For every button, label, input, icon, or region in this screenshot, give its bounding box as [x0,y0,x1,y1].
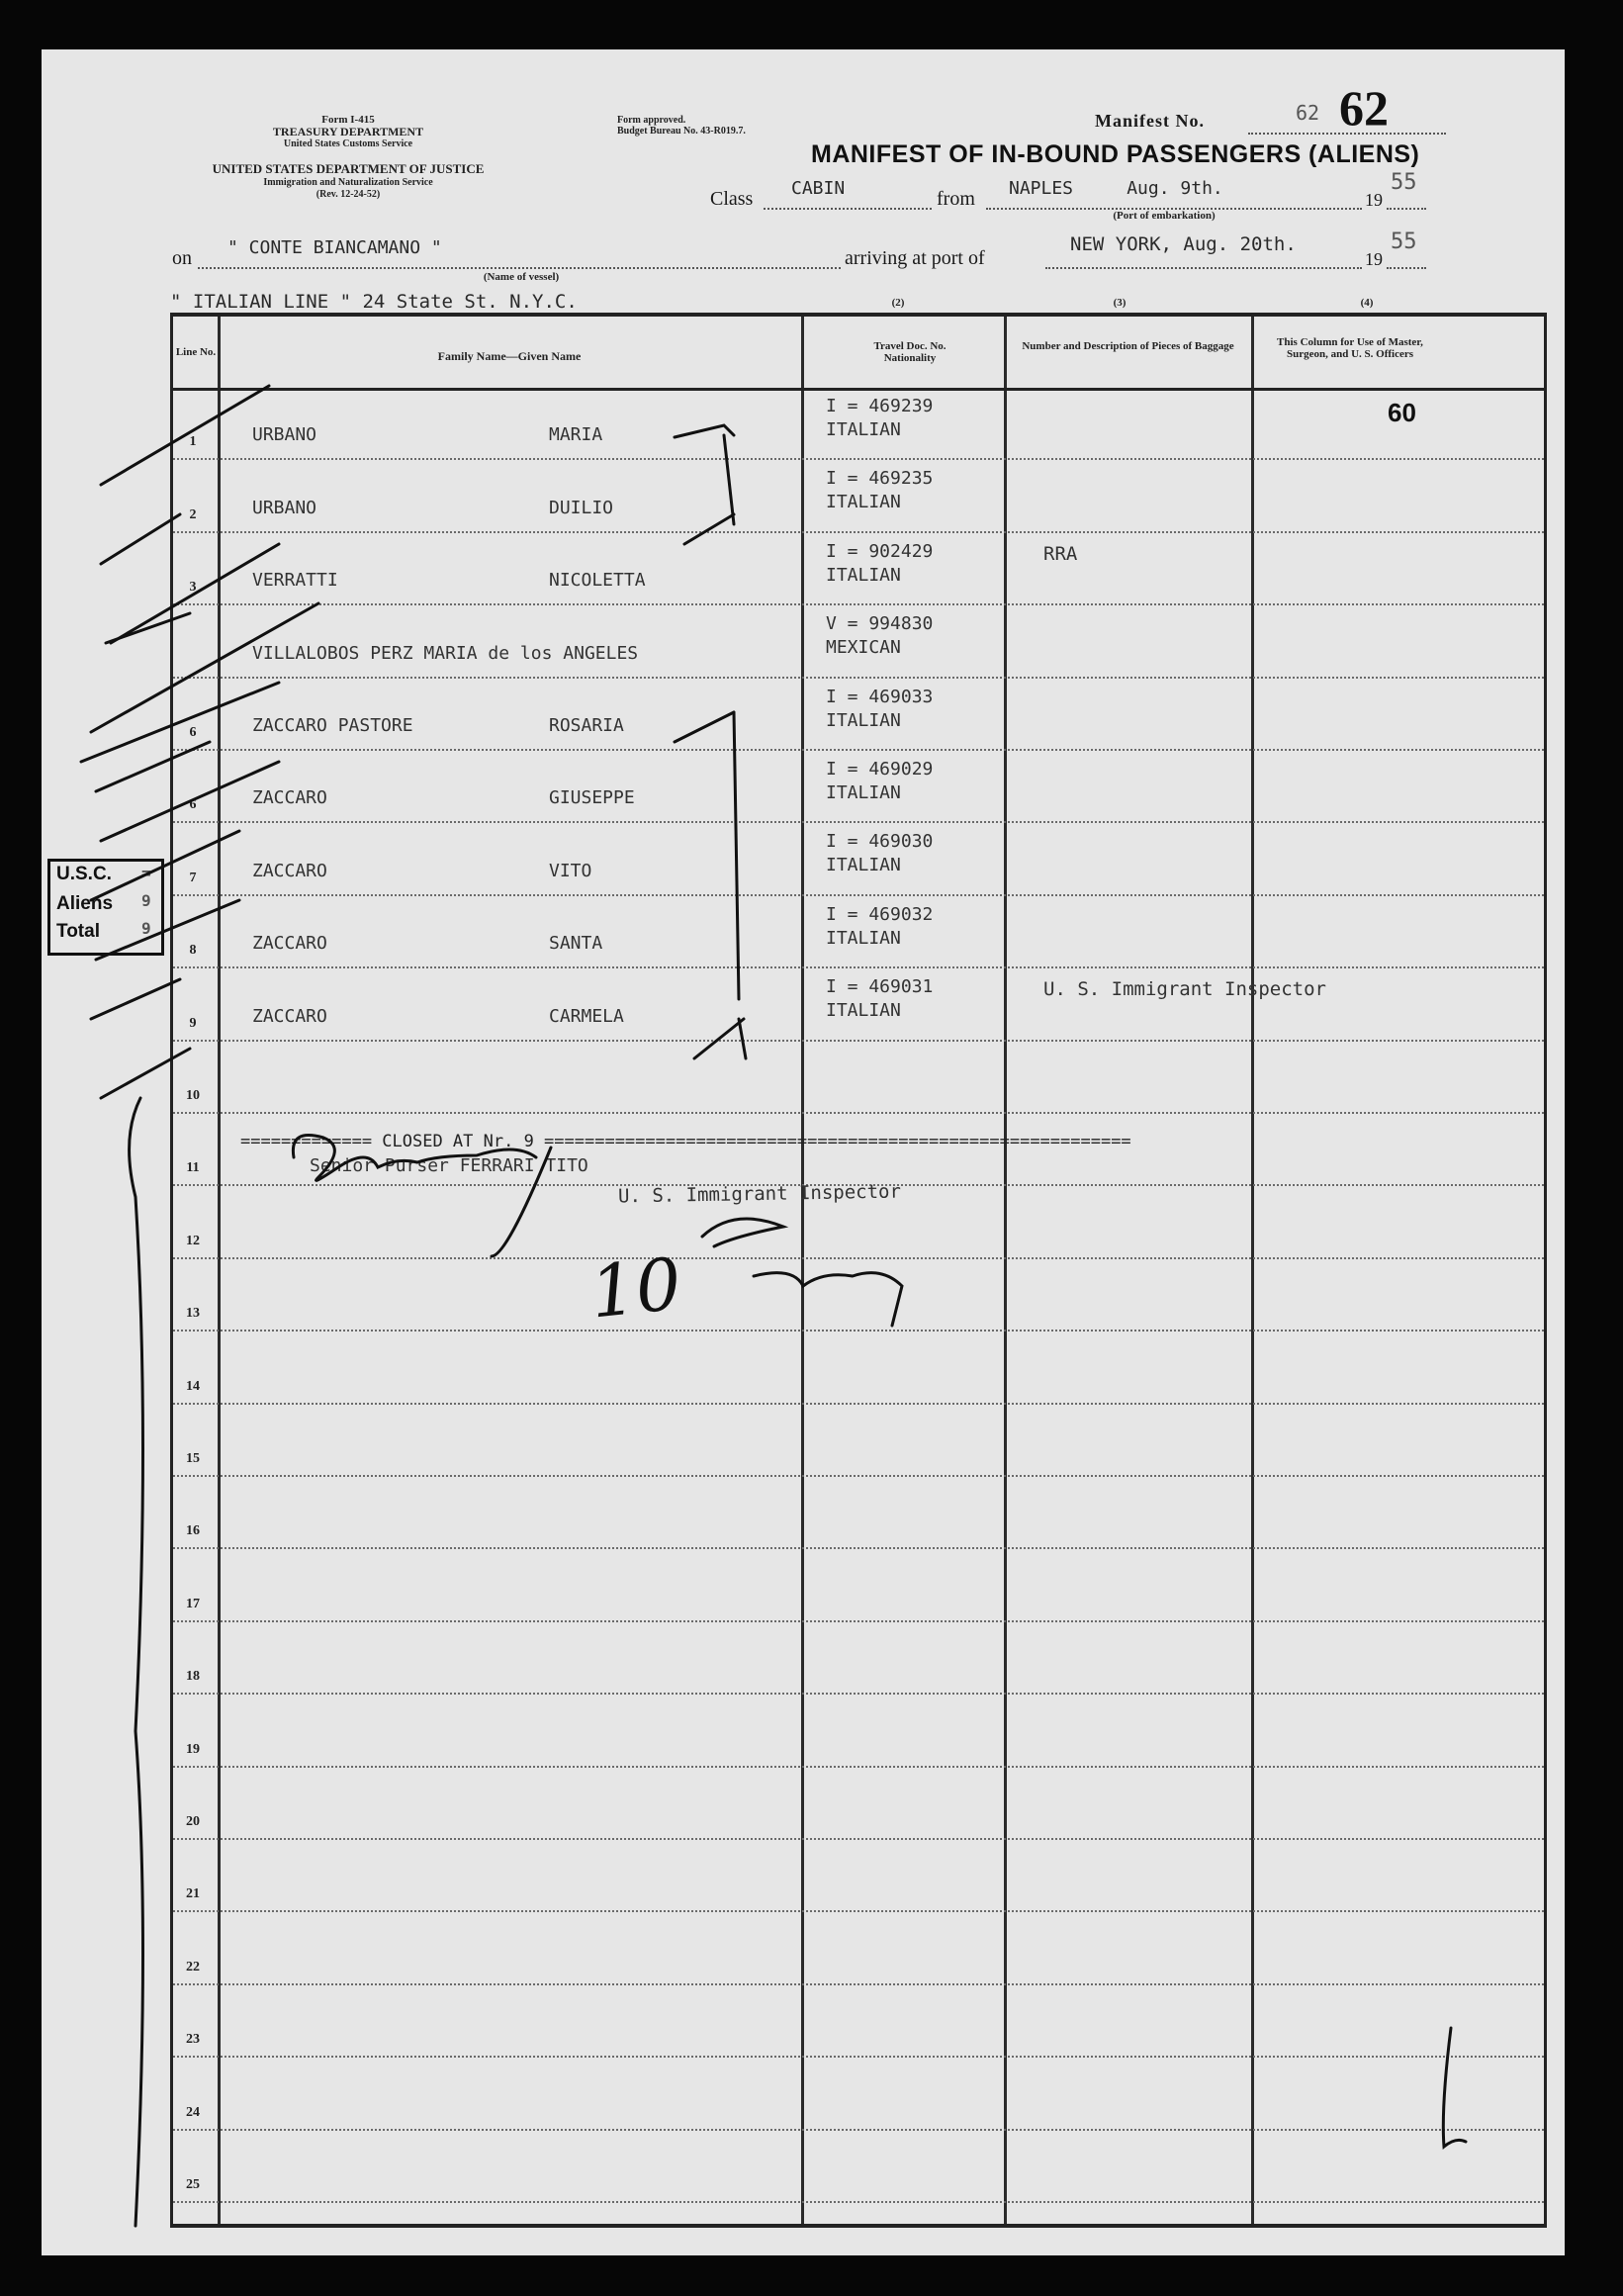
family-name: VILLALOBOS PERZ MARIA de los ANGELES [252,642,639,664]
col-header-baggage: Number and Description of Pieces of Baggage [1022,340,1234,352]
line-number: 14 [186,1378,200,1394]
line-number: 3 [189,580,197,596]
treasury-dept: TREASURY DEPARTMENT [272,125,424,138]
baggage: RRA [1043,542,1078,565]
line-number: 18 [186,1669,200,1685]
line-number: 22 [186,1959,200,1975]
travel-doc-no: I = 469029 [826,759,934,780]
given-name: GIUSEPPE [549,787,635,809]
nationality: ITALIAN [826,564,901,586]
travel-doc-no: I = 469031 [826,976,934,998]
col-header-officers: This Column for Use of Master, Surgeon, and U. S. Officers [1277,336,1423,360]
vessel-caption: (Name of vessel) [483,271,560,283]
port-embarkation-caption: (Port of embarkation) [1113,210,1216,222]
line-number: 7 [189,870,197,885]
family-name: ZACCARO [252,860,327,881]
year2-prefix: 19 [1365,249,1383,269]
family-name: URBANO [252,424,317,446]
usc-value: = [141,864,151,882]
nationality: ITALIAN [826,855,901,876]
family-name: VERRATTI [252,570,338,592]
nationality: ITALIAN [826,782,901,803]
line-number: 6 [189,797,197,813]
family-name: ZACCARO [252,933,327,955]
line-number: 25 [186,2177,200,2192]
travel-doc-no: I = 469235 [826,468,934,490]
year1-value: 55 [1391,170,1417,195]
total-value: 9 [141,919,151,938]
line-number: 19 [186,1741,200,1757]
line-number: 15 [186,1451,200,1466]
revision: (Rev. 12-24-52) [316,189,381,200]
family-name: ZACCARO [252,1005,327,1027]
travel-doc-no: I = 469030 [826,831,934,853]
on-label: on [172,247,192,269]
vessel-value: " CONTE BIANCAMANO " [227,237,442,258]
class-value: CABIN [791,178,846,199]
purser-name: Senior Purser FERRARI TITO [310,1155,588,1176]
baggage: U. S. Immigrant Inspector [1043,978,1326,1001]
given-name: NICOLETTA [549,570,646,592]
col-header-line-no: Line No. [175,346,217,358]
travel-doc-no: I = 902429 [826,540,934,562]
line-number: 9 [189,1015,197,1031]
nationality: ITALIAN [826,1000,901,1022]
manifest-no-label: Manifest No. [1095,111,1205,131]
line-number: 17 [186,1596,200,1611]
line-number: 8 [189,943,197,959]
from-value: NAPLES Aug. 9th. [1009,178,1223,199]
officer-mark: 60 [1388,398,1416,427]
family-name: ZACCARO [252,787,327,809]
manifest-sheet [42,49,1565,2255]
nationality: MEXICAN [826,637,901,659]
nationality: ITALIAN [826,927,901,949]
given-name: MARIA [549,424,603,446]
handwritten-marks [42,49,1565,2255]
total-label: Total [56,921,100,942]
line-number: 12 [186,1233,200,1248]
travel-doc-no: I = 469239 [826,396,934,416]
justice-dept: UNITED STATES DEPARTMENT OF JUSTICE [212,161,485,176]
col-number-2: (2) [891,297,905,309]
col-number-3: (3) [1113,297,1127,309]
given-name: DUILIO [549,497,614,518]
given-name: VITO [549,860,592,881]
form-number: Form I-415 [321,114,375,126]
nationality: ITALIAN [826,492,901,513]
col-header-travel-doc: Travel Doc. No. Nationality [873,340,947,364]
line-number: 20 [186,1814,200,1829]
line-number: 13 [186,1306,200,1322]
purser-inspector-label: U. S. Immigrant Inspector [617,1180,902,1208]
given-name: CARMELA [549,1005,624,1027]
class-label: Class [710,188,754,210]
line-number: 6 [189,724,197,740]
travel-doc-no: V = 994830 [826,613,934,635]
arriving-label: arriving at port of [845,247,985,269]
line-number: 2 [189,506,197,522]
col-number-4: (4) [1360,297,1374,309]
line-number: 16 [186,1523,200,1539]
travel-doc-no: I = 469032 [826,903,934,925]
nationality: ITALIAN [826,419,901,440]
ins-service: Immigration and Naturalization Service [263,177,433,188]
budget-bureau: Budget Bureau No. 43-R019.7. [617,126,746,137]
family-name: ZACCARO PASTORE [252,714,413,736]
line-number: 10 [186,1088,200,1103]
form-approved: Form approved. [617,115,686,126]
handwritten-count: 10 [586,1241,685,1334]
year1-prefix: 19 [1365,190,1383,210]
line-number: 21 [186,1886,200,1902]
from-label: from [937,188,975,210]
manifest-no-large: 62 [1339,80,1389,136]
family-name: URBANO [252,497,317,518]
line-number: 24 [186,2104,200,2120]
line-number: 23 [186,2032,200,2048]
line-number: 1 [189,434,197,450]
line-number: 11 [186,1160,200,1176]
line-address: " ITALIAN LINE " 24 State St. N.Y.C. [170,291,578,313]
customs-service: United States Customs Service [283,138,413,149]
usc-label: U.S.C. [56,864,112,884]
given-name: SANTA [549,933,603,955]
manifest-no-small: 62 [1296,101,1320,125]
aliens-label: Aliens [56,893,114,914]
closed-line: ============= CLOSED AT Nr. 9 ========================================================== [240,1132,1131,1151]
year2-value: 55 [1391,230,1417,254]
col-header-name: Family Name—Given Name [437,349,582,363]
manifest-title: MANIFEST OF IN-BOUND PASSENGERS (ALIENS) [811,140,1420,168]
arriving-value: NEW YORK, Aug. 20th. [1070,233,1297,255]
aliens-value: 9 [141,891,151,910]
given-name: ROSARIA [549,714,624,736]
nationality: ITALIAN [826,709,901,731]
travel-doc-no: I = 469033 [826,686,934,707]
